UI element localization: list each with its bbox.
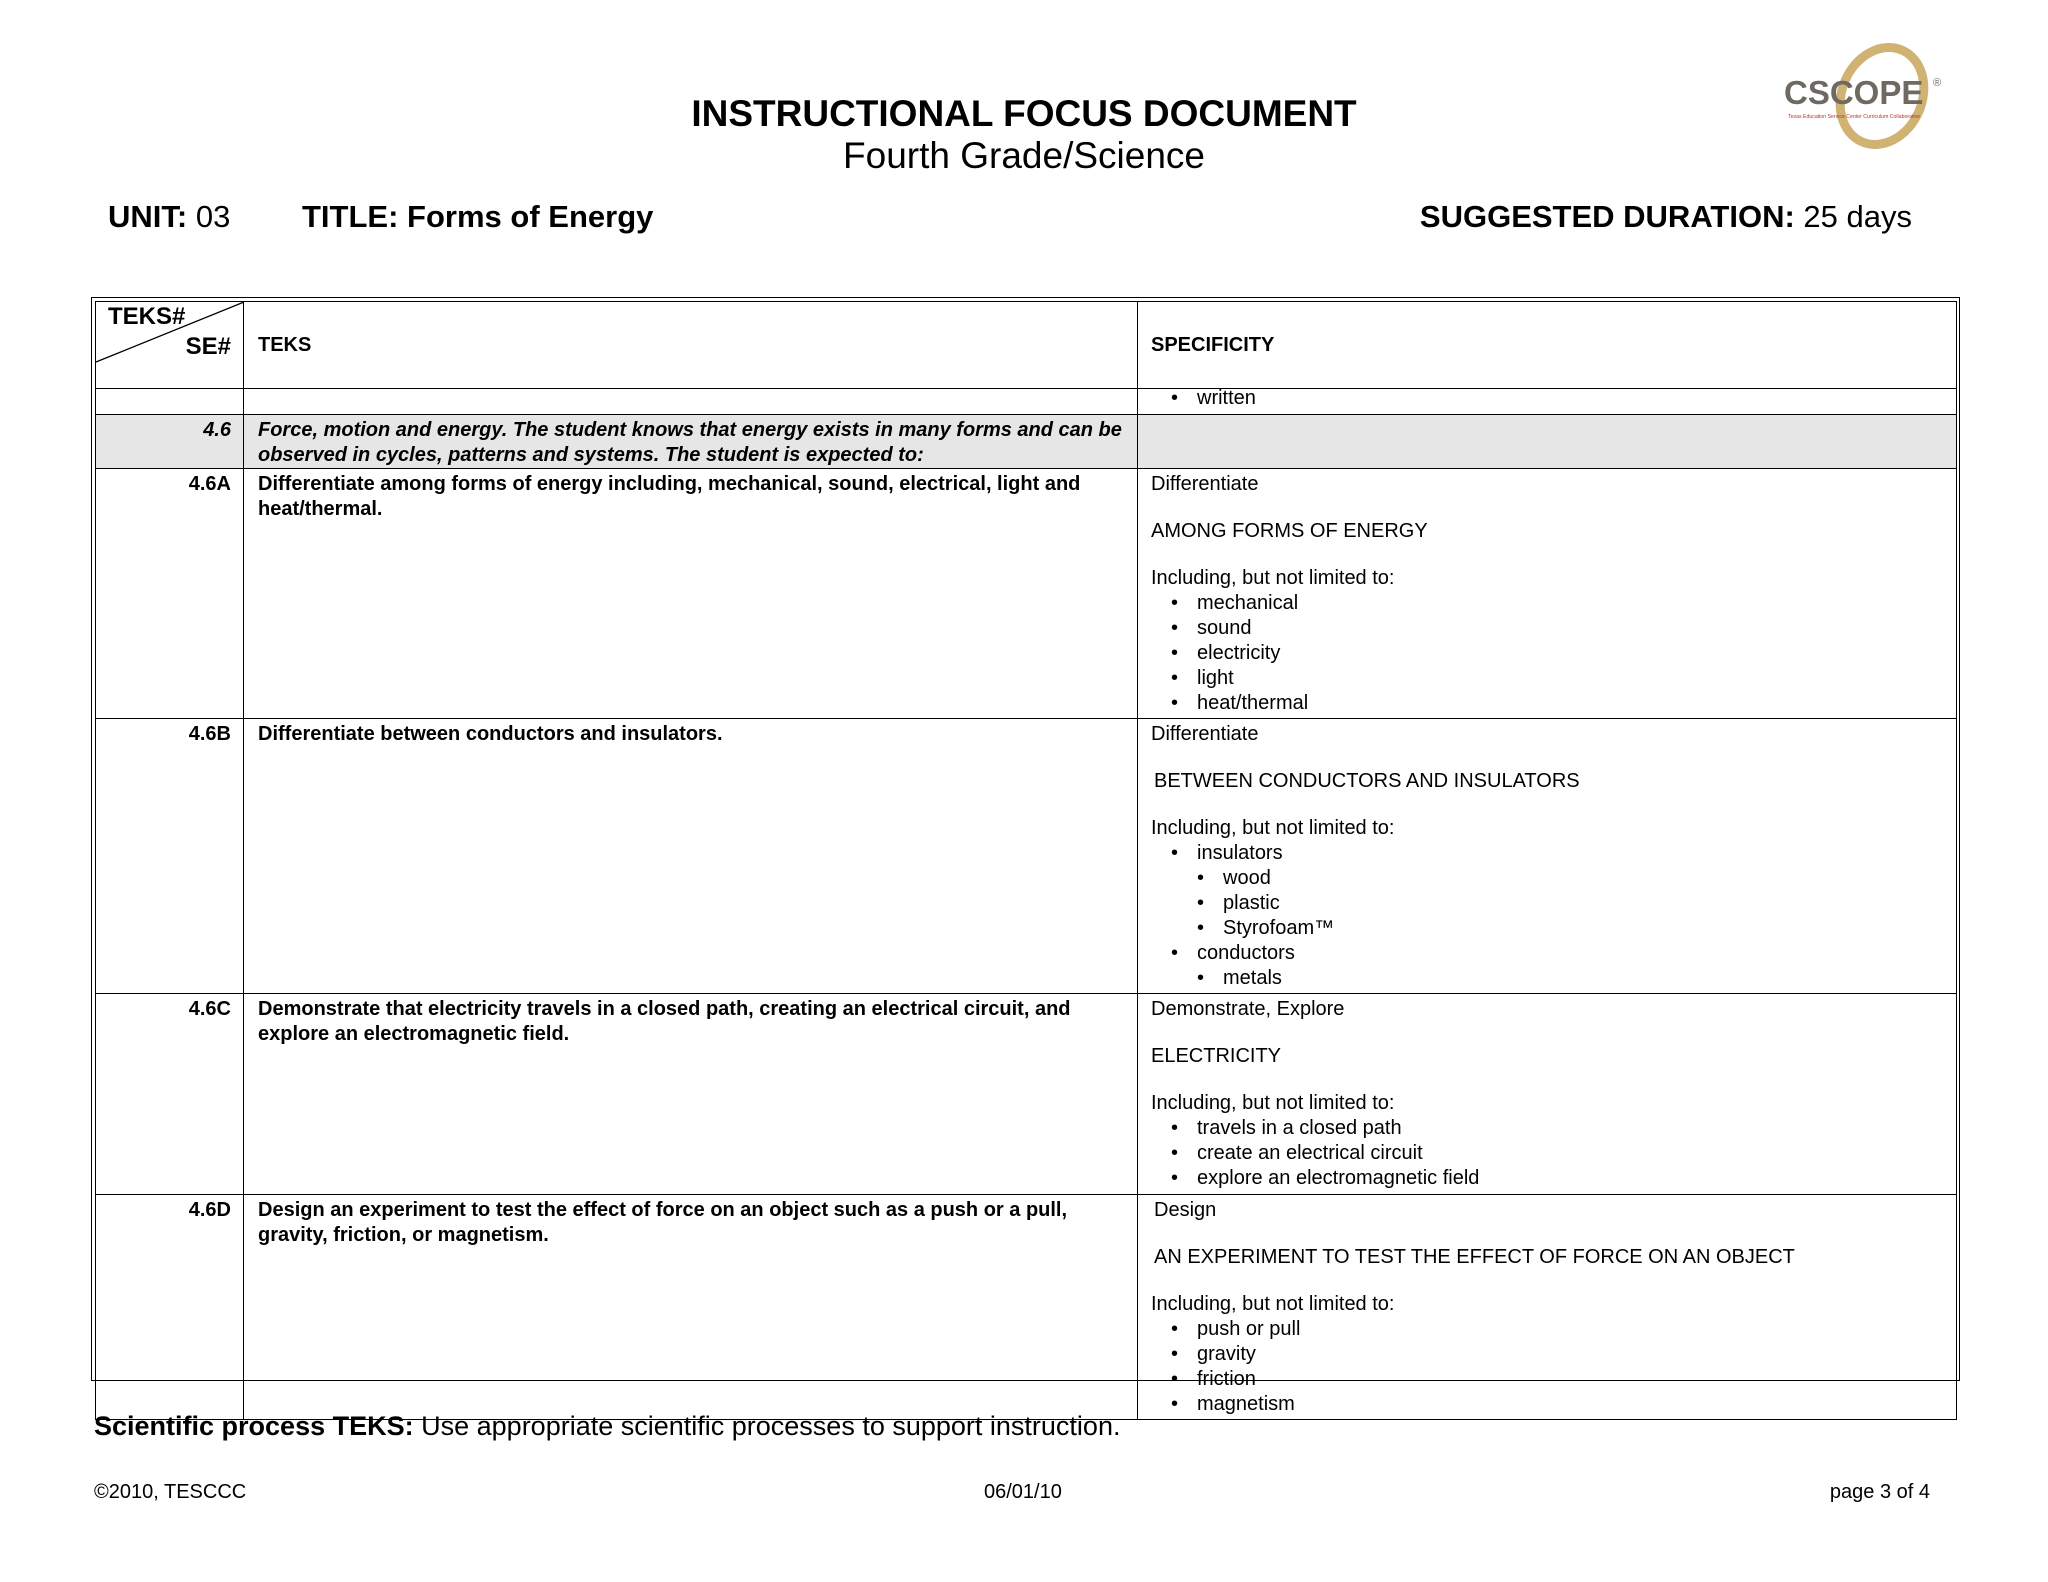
- spec-content: BETWEEN CONDUCTORS AND INSULATORS: [1154, 770, 1580, 792]
- teks-text: Differentiate among forms of energy including, mechanical, sound, electrical, light and heat/thermal.: [244, 469, 1138, 719]
- spec-verb: Differentiate: [1151, 473, 1259, 495]
- spec-intro: Including, but not limited to:: [1151, 1092, 1395, 1114]
- logo-registered-mark: ®: [1933, 77, 1942, 89]
- list-item: • create an electrical circuit: [1151, 1141, 1946, 1166]
- corner-header-cell: [96, 302, 244, 389]
- insulators-label: insulators: [1197, 842, 1283, 864]
- table-row: [96, 469, 1957, 719]
- se-number: 4.6A: [96, 469, 244, 719]
- carryover-row: [96, 389, 1957, 415]
- spec-bullet-list: [1151, 1116, 1946, 1191]
- teks-text: Demonstrate that electricity travels in a closed path, creating an electrical circuit, and explore an electromagnetic field.: [244, 994, 1138, 1195]
- logo-tagline: Texas Education Service Center Curriculum Collaborative: [1788, 114, 1921, 120]
- strand-row: [96, 415, 1957, 469]
- strand-number: 4.6: [96, 415, 244, 469]
- spec-bullet-list: [1151, 841, 1946, 991]
- scientific-process-note: [94, 1409, 1120, 1443]
- spec-content: AN EXPERIMENT TO TEST THE EFFECT OF FORCE ON AN OBJECT: [1154, 1246, 1795, 1268]
- strand-text: Force, motion and energy. The student knows that energy exists in many forms and can be observed in cycles, patterns and systems. The student is expected to:: [244, 415, 1138, 469]
- sub-bullet-list: [1197, 966, 1946, 991]
- table-header-row: [96, 302, 1957, 389]
- logo-wordmark: CSCOPE: [1784, 74, 1924, 111]
- list-item: • metals: [1197, 966, 1946, 991]
- column-header-teks: TEKS: [244, 302, 1138, 389]
- se-number: 4.6B: [96, 719, 244, 994]
- column-header-specificity: SPECIFICITY: [1138, 302, 1957, 389]
- document-title: INSTRUCTIONAL FOCUS DOCUMENT: [691, 93, 1357, 134]
- duration-field: [1420, 197, 1912, 237]
- specificity-cell: [1138, 994, 1957, 1195]
- spec-verb: Design: [1154, 1199, 1217, 1221]
- list-item: • sound: [1151, 616, 1946, 641]
- duration-label: SUGGESTED DURATION:: [1419, 199, 1795, 234]
- teks-table: [95, 301, 1957, 1420]
- list-item: • electricity: [1151, 641, 1946, 666]
- spec-intro: Including, but not limited to:: [1151, 1293, 1395, 1315]
- list-item: • explore an electromagnetic field: [1151, 1166, 1946, 1191]
- list-item: • written: [1151, 386, 1946, 411]
- teks-text: Design an experiment to test the effect of force on an object such as a push or a pull, gravity, friction, or magnetism.: [244, 1195, 1138, 1420]
- document-subtitle: Fourth Grade/Science: [843, 135, 1205, 176]
- specificity-cell: [1138, 719, 1957, 994]
- list-item: • plastic: [1197, 891, 1946, 916]
- list-item: [1151, 841, 1946, 941]
- list-item: • magnetism: [1151, 1392, 1946, 1417]
- list-item: • push or pull: [1151, 1317, 1946, 1342]
- spec-intro: Including, but not limited to:: [1151, 567, 1395, 589]
- list-item: • heat/thermal: [1151, 691, 1946, 716]
- list-item: • friction: [1151, 1367, 1946, 1392]
- list-item: [1151, 941, 1946, 991]
- unit-field: [108, 197, 230, 237]
- specificity-cell: [1138, 1195, 1957, 1420]
- specificity-cell: [1138, 469, 1957, 719]
- list-item: • Styrofoam™: [1197, 916, 1946, 941]
- footer-date: 06/01/10: [984, 1481, 1062, 1503]
- conductors-label: conductors: [1197, 942, 1295, 964]
- list-item: • light: [1151, 666, 1946, 691]
- title-label: TITLE:: [302, 199, 399, 234]
- list-item: • wood: [1197, 866, 1946, 891]
- title-field: [302, 197, 653, 237]
- list-item: • mechanical: [1151, 591, 1946, 616]
- table-row: [96, 1195, 1957, 1420]
- list-item: • travels in a closed path: [1151, 1116, 1946, 1141]
- corner-bottom-label: SE#: [185, 333, 231, 360]
- teks-text: Differentiate between conductors and insulators.: [244, 719, 1138, 994]
- spec-verb: Demonstrate, Explore: [1151, 998, 1345, 1020]
- spec-content: AMONG FORMS OF ENERGY: [1151, 520, 1428, 542]
- se-number: 4.6C: [96, 994, 244, 1195]
- footer-copyright: ©2010, TESCCC: [94, 1481, 247, 1503]
- footer-page-number: page 3 of 4: [1829, 1481, 1930, 1503]
- process-text: Use appropriate scientific processes to support instruction.: [421, 1411, 1121, 1441]
- carryover-spec-cell: [1138, 389, 1957, 415]
- spec-intro: Including, but not limited to:: [1151, 817, 1395, 839]
- spec-verb: Differentiate: [1151, 723, 1259, 745]
- corner-top-label: TEKS#: [108, 303, 186, 330]
- spec-bullet-list: [1151, 591, 1946, 716]
- spec-content: ELECTRICITY: [1151, 1045, 1282, 1067]
- carryover-se-cell: [96, 389, 244, 415]
- title-value: Forms of Energy: [407, 199, 654, 234]
- process-label: Scientific process TEKS:: [94, 1411, 414, 1441]
- table-row: [96, 719, 1957, 994]
- unit-label: UNIT:: [108, 199, 188, 234]
- carryover-teks-cell: [244, 389, 1138, 415]
- sub-bullet-list: [1197, 866, 1946, 941]
- table-row: [96, 994, 1957, 1195]
- spec-bullet-list: [1151, 1317, 1946, 1417]
- strand-spec-cell: [1138, 415, 1957, 469]
- list-item: • gravity: [1151, 1342, 1946, 1367]
- se-number: 4.6D: [96, 1195, 244, 1420]
- unit-value: 03: [195, 199, 231, 234]
- duration-value: 25 days: [1803, 199, 1912, 234]
